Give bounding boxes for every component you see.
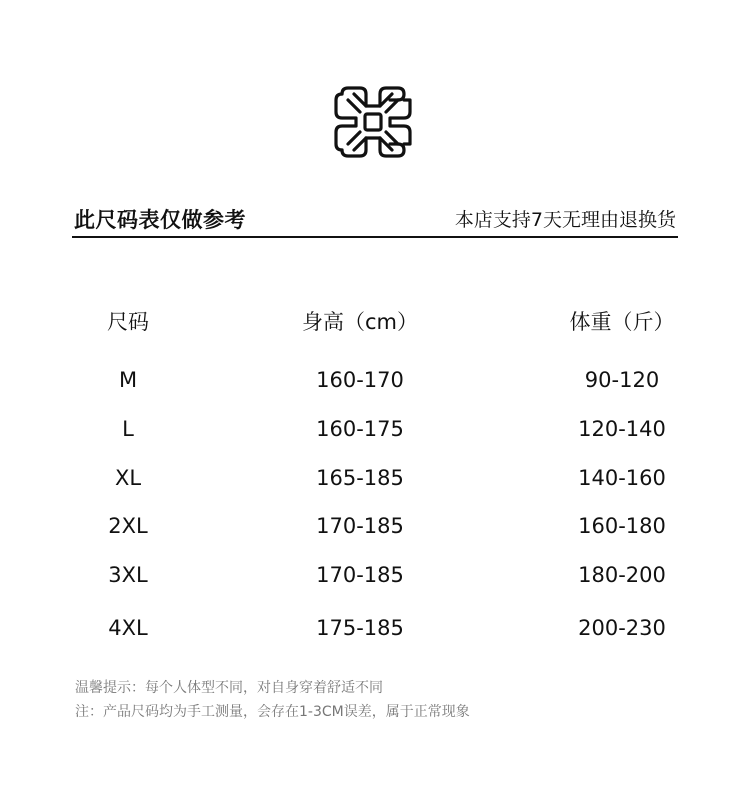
size-chart-header: [72, 200, 678, 236]
weight-cell: 90-120: [584, 368, 660, 392]
table-row: [0, 563, 750, 599]
size-cell: 3XL: [108, 563, 148, 587]
height-cell: 175-185: [316, 616, 404, 640]
height-cell: 160-170: [316, 368, 404, 392]
height-cell: 170-185: [316, 514, 404, 538]
measurement-note: 注：产品尺码均为手工测量，会存在1-3CM误差，属于正常现象: [75, 704, 470, 720]
weight-cell: 180-200: [578, 563, 666, 587]
header-height: 身高（cm）: [301, 310, 418, 334]
height-cell: 165-185: [316, 466, 404, 490]
header-size: 尺码: [107, 310, 149, 334]
table-row: [0, 466, 750, 502]
weight-cell: 120-140: [578, 417, 666, 441]
table-row: [0, 368, 750, 404]
brand-logo-icon: [334, 84, 412, 160]
notes: [75, 676, 470, 724]
size-cell: M: [118, 368, 138, 392]
size-cell: L: [122, 417, 134, 441]
height-cell: 170-185: [316, 563, 404, 587]
table-row: [0, 514, 750, 550]
height-cell: 160-175: [316, 417, 404, 441]
table-row: [0, 616, 750, 652]
return-policy-text: 本店支持7天无理由退换货: [454, 209, 676, 231]
table-row: [0, 417, 750, 453]
weight-cell: 200-230: [578, 616, 666, 640]
table-header-row: [0, 306, 750, 342]
header-divider: [72, 236, 678, 238]
size-cell: XL: [114, 466, 142, 490]
size-cell: 4XL: [108, 616, 148, 640]
size-cell: 2XL: [108, 514, 148, 538]
size-chart-title: 此尺码表仅做参考: [74, 208, 246, 232]
weight-cell: 160-180: [578, 514, 666, 538]
weight-cell: 140-160: [578, 466, 666, 490]
header-weight: 体重（斤）: [569, 310, 675, 334]
tip-note: 温馨提示：每个人体型不同，对自身穿着舒适不同: [75, 680, 383, 696]
